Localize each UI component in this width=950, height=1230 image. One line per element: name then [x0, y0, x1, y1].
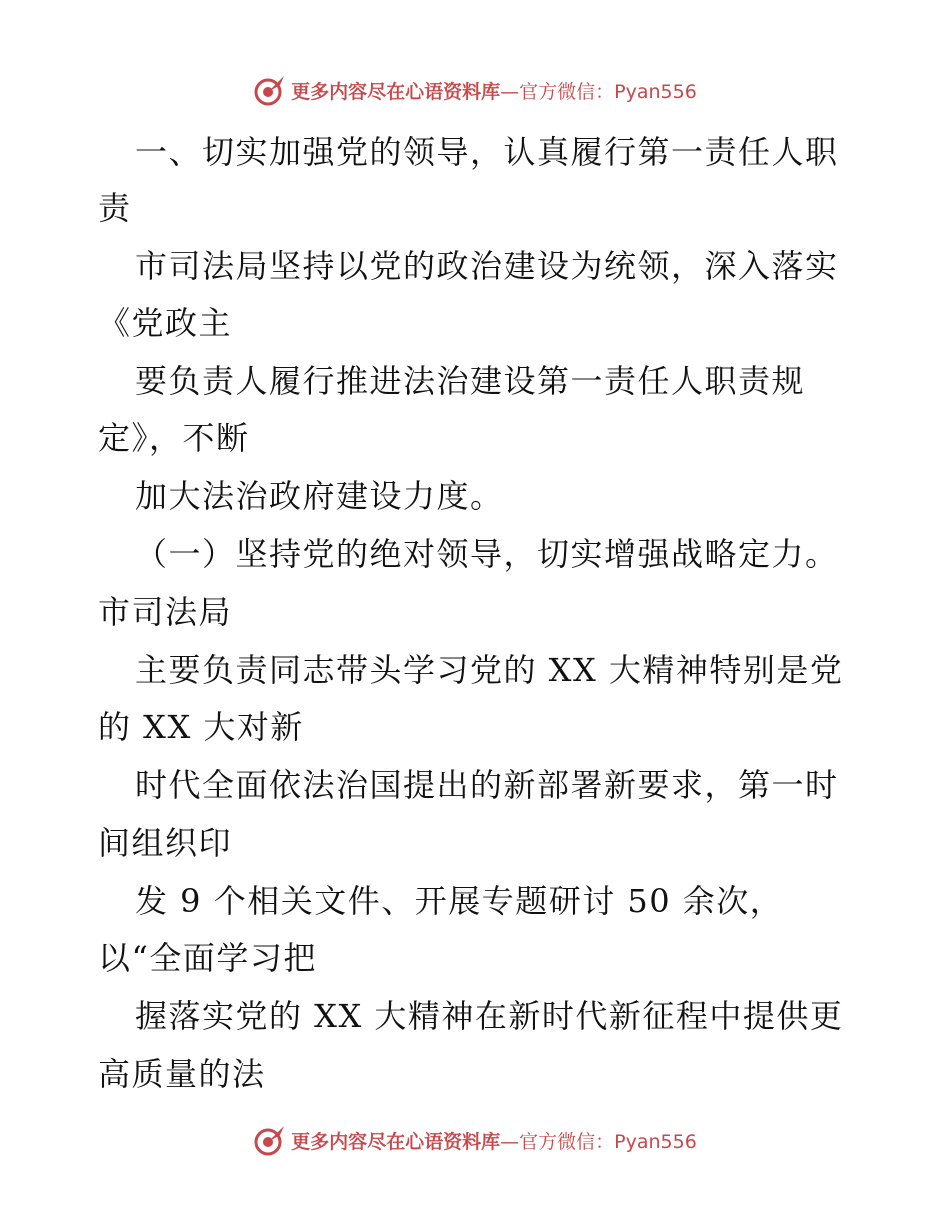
text-line: 时代全面依法治国提出的新部署新要求，第一时: [135, 766, 839, 804]
quill-seal-icon: [253, 1123, 287, 1157]
text-line: 握落实党的 XX 大精神在新时代新征程中提供更: [135, 997, 844, 1035]
text-line: 发 9 个相关文件、开展专题研讨 50 余次，: [135, 882, 784, 920]
text-line: （一）坚持党的绝对领导，切实增强战略定力。: [135, 535, 839, 573]
text-line: 一、切实加强党的领导，认真履行第一责任人职: [135, 133, 839, 171]
text-line: 《党政主: [98, 304, 233, 342]
text-line: 的 XX 大对新: [98, 708, 304, 746]
watermark-contact-text: —官方微信：Pyan556: [500, 80, 697, 103]
footer-watermark: [0, 1120, 950, 1160]
text-line: 责: [98, 189, 132, 227]
text-line: 市司法局坚持以党的政治建设为统领，深入落实: [135, 247, 839, 285]
text-line: 高质量的法: [98, 1055, 266, 1093]
watermark-main-text: 更多内容尽在心语资料库: [291, 1130, 501, 1153]
text-line: 定》，不断: [98, 419, 250, 457]
watermark-contact-text: —官方微信：Pyan556: [500, 1130, 697, 1153]
text-line: 间组织印: [98, 824, 233, 862]
text-line: 要负责人履行推进法治建设第一责任人职责规: [135, 362, 806, 400]
header-watermark: [0, 70, 950, 110]
text-line: 加大法治政府建设力度。: [135, 477, 504, 515]
text-line: 主要负责同志带头学习党的 XX 大精神特别是党: [135, 651, 844, 689]
text-line: 以“全面学习把: [98, 939, 317, 977]
watermark-main-text: 更多内容尽在心语资料库: [291, 80, 501, 103]
quill-seal-icon: [253, 73, 287, 107]
text-line: 市司法局: [98, 593, 233, 631]
